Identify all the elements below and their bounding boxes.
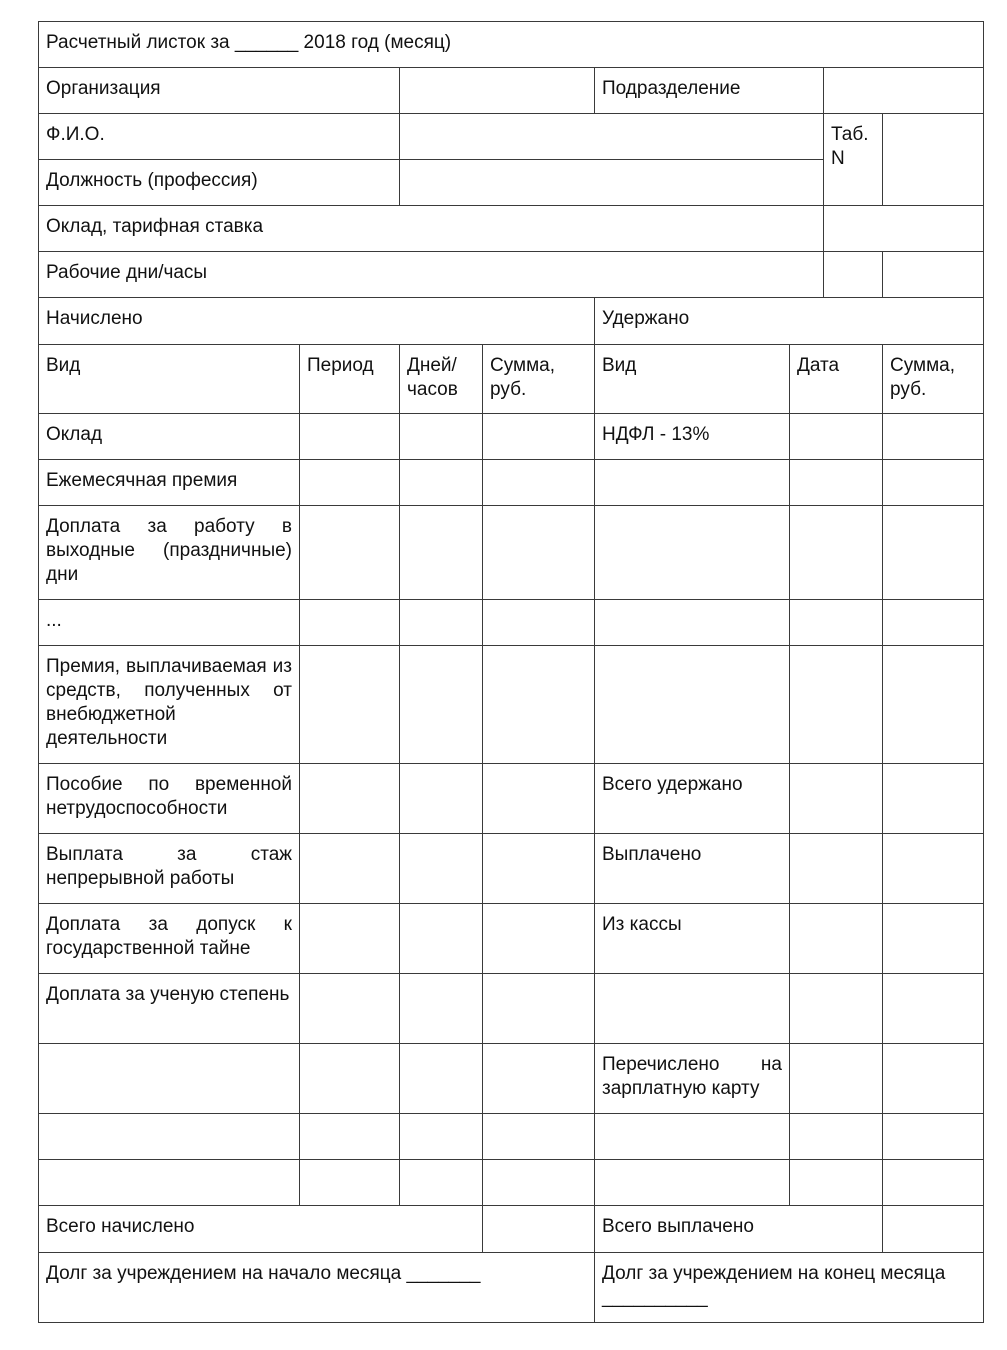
total-paid-value <box>883 1206 984 1253</box>
accrued-item: Выплата за стаж непрерывной работы <box>39 834 300 904</box>
workdays-hours-value <box>883 252 984 298</box>
salary-value <box>824 206 984 252</box>
cash-label: Из кассы <box>595 904 790 974</box>
workdays-label: Рабочие дни/часы <box>39 252 824 298</box>
debt-start-label: Долг за учреждением на начало месяца _______ <box>39 1253 595 1323</box>
withheld-total-label: Всего удержано <box>595 764 790 834</box>
withheld-section-title: Удержано <box>595 298 984 345</box>
accrued-item: Пособие по временной нетрудоспособности <box>39 764 300 834</box>
debt-end-label: Долг за учреждением на конец месяца __________ <box>595 1253 984 1323</box>
accrued-item: Доплата за работу в выходные (праздничные) дни <box>39 506 300 600</box>
workdays-days-value <box>824 252 883 298</box>
accrued-col-sum: Сумма, руб. <box>483 345 595 414</box>
withheld-ndfl: НДФЛ - 13% <box>595 414 790 460</box>
tab-number-value <box>883 114 984 206</box>
position-label: Должность (профессия) <box>39 160 400 206</box>
fio-value <box>400 114 824 160</box>
card-transfer-label: Перечислено на зарплатную карту <box>595 1044 790 1114</box>
accrued-item: Премия, выплачиваемая из средств, полученных от внебюджетной деятельности <box>39 646 300 764</box>
subdivision-label: Подразделение <box>595 68 824 114</box>
payslip-table <box>38 21 984 1323</box>
position-value <box>400 160 824 206</box>
accrued-col-days: Дней/часов <box>400 345 483 414</box>
paid-label: Выплачено <box>595 834 790 904</box>
fio-label: Ф.И.О. <box>39 114 400 160</box>
accrued-section-title: Начислено <box>39 298 595 345</box>
total-accrued-label: Всего начислено <box>39 1206 483 1253</box>
subdivision-value <box>824 68 984 114</box>
total-paid-label: Всего выплачено <box>595 1206 883 1253</box>
accrued-item: Оклад <box>39 414 300 460</box>
withheld-col-type: Вид <box>595 345 790 414</box>
payslip-title: Расчетный листок за ______ 2018 год (месяц) <box>39 22 984 68</box>
organization-value <box>400 68 595 114</box>
organization-label: Организация <box>39 68 400 114</box>
withheld-col-sum: Сумма, руб. <box>883 345 984 414</box>
accrued-item: Ежемесячная премия <box>39 460 300 506</box>
accrued-col-period: Период <box>300 345 400 414</box>
tab-number-label: Таб. N <box>824 114 883 206</box>
total-accrued-value <box>483 1206 595 1253</box>
salary-label: Оклад, тарифная ставка <box>39 206 824 252</box>
withheld-col-date: Дата <box>790 345 883 414</box>
accrued-item: Доплата за допуск к государственной тайне <box>39 904 300 974</box>
accrued-item: Доплата за ученую степень <box>39 974 300 1044</box>
accrued-item: ... <box>39 600 300 646</box>
accrued-col-type: Вид <box>39 345 300 414</box>
